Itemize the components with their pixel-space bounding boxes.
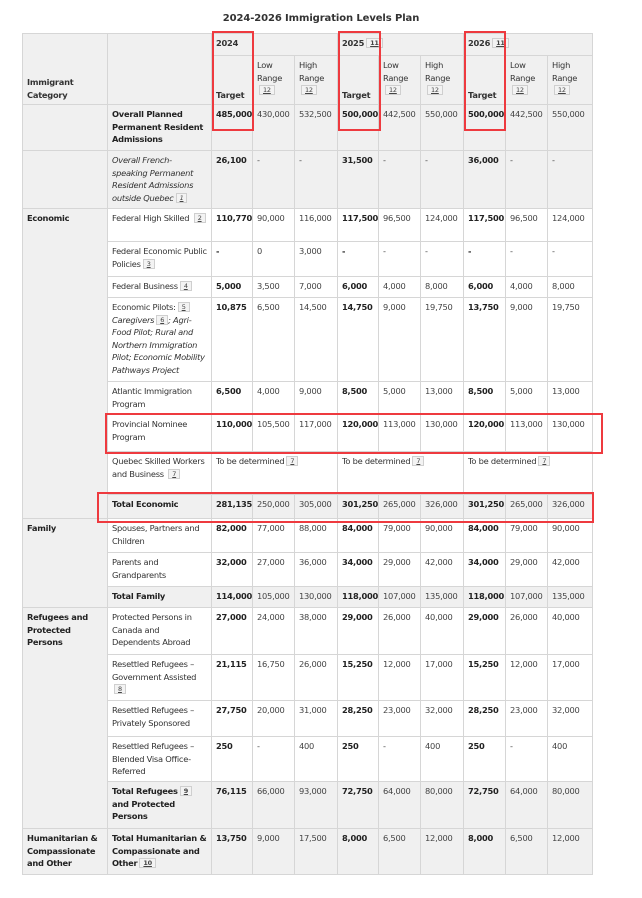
header-target: Target [212, 56, 253, 105]
category-humanitarian: Humanitarian & Compassionate and Other [23, 829, 108, 875]
low-range-value: 6,500 [379, 829, 421, 875]
row-label: Economic Pilots: 5 Caregivers 6 ; Agri-Food Pilot; Rural and Northern Immigration Pilot; Economic Mobility Pathways Project [108, 298, 212, 382]
target-value: - [464, 242, 506, 277]
row-atlantic-immigration [23, 382, 593, 415]
high-range-value: 13,000 [421, 382, 464, 415]
range-label: Low Range [257, 60, 283, 83]
row-resettled-government [23, 655, 593, 701]
target-value: 27,750 [212, 701, 253, 737]
low-range-value: 442,500 [379, 105, 421, 151]
target-value: 15,250 [338, 655, 379, 701]
footnote-link[interactable]: 12 [385, 85, 401, 95]
target-value: 301,250 [338, 495, 379, 519]
year-label: 2026 [468, 38, 491, 48]
target-value: 36,000 [464, 151, 506, 209]
footnote-link[interactable]: 11 [366, 38, 383, 48]
row-label: Protected Persons in Canada and Dependents Abroad [108, 608, 212, 655]
footnote-link[interactable]: 12 [427, 85, 443, 95]
target-value: 21,115 [212, 655, 253, 701]
target-value: 485,000 [212, 105, 253, 151]
target-value: 13,750 [464, 298, 506, 382]
high-range-value: 116,000 [295, 209, 338, 242]
high-range-value: 26,000 [295, 655, 338, 701]
row-label: Total Economic [108, 495, 212, 519]
header-blank [108, 34, 212, 105]
high-range-value: 400 [421, 737, 464, 782]
high-range-value: 550,000 [548, 105, 593, 151]
footnote-link[interactable]: 7 [538, 456, 550, 466]
row-federal-economic-public-policies [23, 242, 593, 277]
row-economic-pilots [23, 298, 593, 382]
high-range-value: - [548, 242, 593, 277]
target-value: 281,135 [212, 495, 253, 519]
row-federal-high-skilled [23, 209, 593, 242]
low-range-value: 107,000 [506, 587, 548, 608]
low-range-value: 64,000 [379, 782, 421, 829]
high-range-value: 124,000 [548, 209, 593, 242]
low-range-value: 26,000 [506, 608, 548, 655]
low-range-value: 5,000 [379, 382, 421, 415]
low-range-value: 29,000 [379, 553, 421, 587]
high-range-value: 135,000 [548, 587, 593, 608]
row-label: Overall French-speaking Permanent Resident Admissions outside Quebec 1 [108, 151, 212, 209]
high-range-value: 7,000 [295, 277, 338, 298]
low-range-value: - [379, 151, 421, 209]
high-range-value: 19,750 [421, 298, 464, 382]
low-range-value: 265,000 [379, 495, 421, 519]
target-value: 72,750 [464, 782, 506, 829]
row-resettled-blended [23, 737, 593, 782]
row-overall-planned [23, 105, 593, 151]
row-label: Federal Business 4 [108, 277, 212, 298]
target-value: 84,000 [338, 519, 379, 553]
low-range-value: 24,000 [253, 608, 295, 655]
high-range-value: 32,000 [421, 701, 464, 737]
high-range-value: 90,000 [548, 519, 593, 553]
tbd-2026: To be determined 7 [464, 452, 593, 495]
high-range-value: 40,000 [548, 608, 593, 655]
target-value: 114,000 [212, 587, 253, 608]
target-value: 15,250 [464, 655, 506, 701]
target-value: 8,500 [464, 382, 506, 415]
high-range-value: 8,000 [421, 277, 464, 298]
high-range-value: 305,000 [295, 495, 338, 519]
row-federal-business [23, 277, 593, 298]
row-label: Total Family [108, 587, 212, 608]
high-range-value: 17,000 [548, 655, 593, 701]
footnote-link[interactable]: 12 [259, 85, 275, 95]
target-value: 26,100 [212, 151, 253, 209]
high-range-value: 12,000 [548, 829, 593, 875]
high-range-value: 19,750 [548, 298, 593, 382]
header-year-2025 [338, 34, 464, 56]
header-immigrant-category: Immigrant Category [23, 34, 108, 105]
low-range-value: 29,000 [506, 553, 548, 587]
high-range-value: 8,000 [548, 277, 593, 298]
range-label: High Range [299, 60, 325, 83]
high-range-value: 36,000 [295, 553, 338, 587]
low-range-value: 23,000 [506, 701, 548, 737]
low-range-value: 6,500 [506, 829, 548, 875]
low-range-value: 105,500 [253, 415, 295, 452]
target-value: 8,500 [338, 382, 379, 415]
target-value: 118,000 [464, 587, 506, 608]
low-range-value: 79,000 [379, 519, 421, 553]
low-range-value: - [253, 151, 295, 209]
row-spouses-partners [23, 519, 593, 553]
footnote-link[interactable]: 11 [492, 38, 509, 48]
row-label: Resettled Refugees – Government Assisted 8 [108, 655, 212, 701]
target-value: 250 [464, 737, 506, 782]
low-range-value: 4,000 [379, 277, 421, 298]
low-range-value: 105,000 [253, 587, 295, 608]
low-range-value: 90,000 [253, 209, 295, 242]
row-protected-persons [23, 608, 593, 655]
high-range-value: 90,000 [421, 519, 464, 553]
header-low-range [253, 56, 295, 105]
low-range-value: 265,000 [506, 495, 548, 519]
target-value: 120,000 [464, 415, 506, 452]
category-refugees: Refugees and Protected Persons [23, 608, 108, 829]
high-range-value: 80,000 [548, 782, 593, 829]
row-label: Atlantic Immigration Program [108, 382, 212, 415]
target-value: 118,000 [338, 587, 379, 608]
row-total-humanitarian [23, 829, 593, 875]
category-blank [23, 105, 108, 151]
low-range-value: 96,500 [379, 209, 421, 242]
tbd-2024: To be determined 7 [212, 452, 338, 495]
range-label: Low Range [383, 60, 409, 83]
range-label: High Range [425, 60, 451, 83]
header-low-range [379, 56, 421, 105]
row-label: Parents and Grandparents [108, 553, 212, 587]
low-range-value: 5,000 [506, 382, 548, 415]
low-range-value: 442,500 [506, 105, 548, 151]
low-range-value: 23,000 [379, 701, 421, 737]
target-value: 32,000 [212, 553, 253, 587]
row-label: Federal High Skilled 2 [108, 209, 212, 242]
low-range-value: 20,000 [253, 701, 295, 737]
target-value: - [212, 242, 253, 277]
low-range-value: 107,000 [379, 587, 421, 608]
header-year-2026 [464, 34, 593, 56]
high-range-value: - [421, 151, 464, 209]
high-range-value: 9,000 [295, 382, 338, 415]
row-label: Provincial Nominee Program [108, 415, 212, 452]
low-range-value: 430,000 [253, 105, 295, 151]
row-label: Resettled Refugees – Privately Sponsored [108, 701, 212, 737]
low-range-value: - [379, 737, 421, 782]
year-label: 2025 [342, 38, 365, 48]
target-value: 120,000 [338, 415, 379, 452]
target-value: 29,000 [338, 608, 379, 655]
low-range-value: 3,500 [253, 277, 295, 298]
target-value: 31,500 [338, 151, 379, 209]
high-range-value: 38,000 [295, 608, 338, 655]
high-range-value: 40,000 [421, 608, 464, 655]
low-range-value: 77,000 [253, 519, 295, 553]
high-range-value: 400 [295, 737, 338, 782]
footnote-link[interactable]: 12 [554, 85, 570, 95]
low-range-value: 79,000 [506, 519, 548, 553]
low-range-value: 4,000 [506, 277, 548, 298]
high-range-value: 88,000 [295, 519, 338, 553]
low-range-value: 113,000 [379, 415, 421, 452]
target-value: 34,000 [338, 553, 379, 587]
low-range-value: 9,000 [253, 829, 295, 875]
low-range-value: - [379, 242, 421, 277]
low-range-value: 66,000 [253, 782, 295, 829]
target-value: 117,500 [338, 209, 379, 242]
high-range-value: 42,000 [421, 553, 464, 587]
high-range-value: 130,000 [421, 415, 464, 452]
target-value: 27,000 [212, 608, 253, 655]
high-range-value: 124,000 [421, 209, 464, 242]
high-range-value: 130,000 [548, 415, 593, 452]
high-range-value: 135,000 [421, 587, 464, 608]
target-value: 84,000 [464, 519, 506, 553]
range-label: High Range [552, 60, 578, 83]
high-range-value: 14,500 [295, 298, 338, 382]
row-label: Federal Economic Public Policies 3 [108, 242, 212, 277]
high-range-value: - [295, 151, 338, 209]
low-range-value: - [506, 737, 548, 782]
header-target: Target [338, 56, 379, 105]
high-range-value: 12,000 [421, 829, 464, 875]
low-range-value: - [253, 737, 295, 782]
row-label: Quebec Skilled Workers and Business 7 [108, 452, 212, 495]
target-value: 8,000 [338, 829, 379, 875]
category-family: Family [23, 519, 108, 608]
header-year-2024 [212, 34, 338, 56]
row-parents-grandparents [23, 553, 593, 587]
target-value: 82,000 [212, 519, 253, 553]
footnote-link[interactable]: 1 [176, 193, 188, 203]
footnote-link[interactable]: 7 [168, 469, 180, 479]
high-range-value: 117,000 [295, 415, 338, 452]
high-range-value: 130,000 [295, 587, 338, 608]
footnote-link[interactable]: 9 [180, 786, 192, 796]
row-total-family [23, 587, 593, 608]
target-value: 34,000 [464, 553, 506, 587]
low-range-value: 6,500 [253, 298, 295, 382]
target-value: 76,115 [212, 782, 253, 829]
footnote-link[interactable]: 5 [178, 302, 190, 312]
header-high-range [548, 56, 593, 105]
high-range-value: 400 [548, 737, 593, 782]
row-provincial-nominee [23, 415, 593, 452]
target-value: 10,875 [212, 298, 253, 382]
row-total-economic [23, 495, 593, 519]
target-value: 28,250 [338, 701, 379, 737]
low-range-value: 64,000 [506, 782, 548, 829]
low-range-value: 9,000 [506, 298, 548, 382]
low-range-value: 12,000 [506, 655, 548, 701]
high-range-value: - [548, 151, 593, 209]
low-range-value: 16,750 [253, 655, 295, 701]
low-range-value: - [506, 151, 548, 209]
high-range-value: 532,500 [295, 105, 338, 151]
high-range-value: 80,000 [421, 782, 464, 829]
header-low-range [506, 56, 548, 105]
target-value: - [338, 242, 379, 277]
target-value: 6,000 [338, 277, 379, 298]
high-range-value: 326,000 [548, 495, 593, 519]
target-value: 500,000 [338, 105, 379, 151]
high-range-value: - [421, 242, 464, 277]
low-range-value: 0 [253, 242, 295, 277]
row-label: Spouses, Partners and Children [108, 519, 212, 553]
high-range-value: 17,500 [295, 829, 338, 875]
footnote-link[interactable]: 6 [156, 315, 168, 325]
high-range-value: 3,000 [295, 242, 338, 277]
header-high-range [295, 56, 338, 105]
target-value: 14,750 [338, 298, 379, 382]
high-range-value: 31,000 [295, 701, 338, 737]
low-range-value: 96,500 [506, 209, 548, 242]
high-range-value: 42,000 [548, 553, 593, 587]
low-range-value: 26,000 [379, 608, 421, 655]
target-value: 110,000 [212, 415, 253, 452]
low-range-value: 113,000 [506, 415, 548, 452]
low-range-value: 12,000 [379, 655, 421, 701]
immigration-levels-table [22, 33, 593, 875]
tbd-2025: To be determined 7 [338, 452, 464, 495]
target-value: 250 [338, 737, 379, 782]
range-label: Low Range [510, 60, 536, 83]
header-high-range [421, 56, 464, 105]
footnote-link[interactable]: 4 [180, 281, 192, 291]
footnote-link[interactable]: 3 [143, 259, 155, 269]
table-caption: 2024-2026 Immigration Levels Plan [222, 13, 420, 24]
footnote-link[interactable]: 12 [301, 85, 317, 95]
target-value: 8,000 [464, 829, 506, 875]
footnote-link[interactable]: 2 [194, 213, 206, 223]
high-range-value: 326,000 [421, 495, 464, 519]
target-value: 5,000 [212, 277, 253, 298]
footnote-link[interactable]: 7 [412, 456, 424, 466]
high-range-value: 17,000 [421, 655, 464, 701]
category-blank [23, 151, 108, 209]
low-range-value: 9,000 [379, 298, 421, 382]
target-value: 301,250 [464, 495, 506, 519]
category-economic: Economic [23, 209, 108, 519]
row-overall-french [23, 151, 593, 209]
target-value: 117,500 [464, 209, 506, 242]
row-label: Resettled Refugees – Blended Visa Office-Referred [108, 737, 212, 782]
low-range-value: 4,000 [253, 382, 295, 415]
low-range-value: 27,000 [253, 553, 295, 587]
target-value: 29,000 [464, 608, 506, 655]
footnote-link[interactable]: 8 [114, 684, 126, 694]
target-value: 500,000 [464, 105, 506, 151]
target-value: 28,250 [464, 701, 506, 737]
footnote-link[interactable]: 10 [139, 858, 156, 868]
high-range-value: 93,000 [295, 782, 338, 829]
target-value: 110,770 [212, 209, 253, 242]
low-range-value: 250,000 [253, 495, 295, 519]
row-total-refugees [23, 782, 593, 829]
row-quebec-skilled [23, 452, 593, 495]
year-label: 2024 [216, 38, 239, 48]
target-value: 250 [212, 737, 253, 782]
header-target: Target [464, 56, 506, 105]
footnote-link[interactable]: 12 [512, 85, 528, 95]
low-range-value: - [506, 242, 548, 277]
high-range-value: 13,000 [548, 382, 593, 415]
high-range-value: 550,000 [421, 105, 464, 151]
target-value: 6,500 [212, 382, 253, 415]
target-value: 13,750 [212, 829, 253, 875]
footnote-link[interactable]: 7 [286, 456, 298, 466]
row-resettled-private [23, 701, 593, 737]
target-value: 6,000 [464, 277, 506, 298]
row-label: Overall Planned Permanent Resident Admissions [108, 105, 212, 151]
target-value: 72,750 [338, 782, 379, 829]
row-label: Total Humanitarian & Compassionate and Other 10 [108, 829, 212, 875]
row-label: Total Refugees 9 and Protected Persons [108, 782, 212, 829]
high-range-value: 32,000 [548, 701, 593, 737]
